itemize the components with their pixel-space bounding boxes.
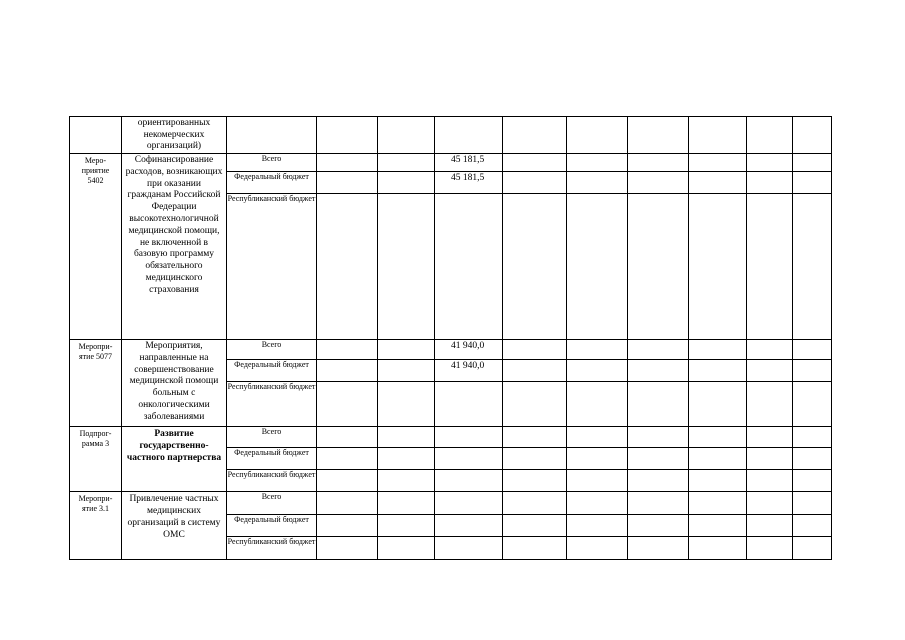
- value-cell: [793, 470, 832, 492]
- event-name-cell: [122, 117, 227, 154]
- value-cell: [317, 194, 378, 340]
- value-cell: [628, 537, 689, 560]
- code-cell: [70, 117, 122, 154]
- value-cell: [628, 117, 689, 154]
- value-cell: [567, 154, 628, 172]
- value-cell: [628, 470, 689, 492]
- value-cell: [378, 537, 435, 560]
- source-label: Всего: [227, 154, 317, 172]
- value-cell: [793, 117, 832, 154]
- value-cell: [317, 492, 378, 515]
- value-cell: [317, 470, 378, 492]
- event-code-cell: Меропри- ятие 3.1: [70, 492, 122, 560]
- value-cell: [435, 194, 503, 340]
- subprogram-name: Развитие государственно-частного партнерства: [126, 429, 222, 463]
- value-cell: [793, 448, 832, 470]
- value-cell: [747, 515, 793, 537]
- value-cell: [747, 492, 793, 515]
- value-cell: [747, 360, 793, 382]
- value-cell: [689, 194, 747, 340]
- value-cell: [747, 172, 793, 194]
- value-cell: [628, 448, 689, 470]
- value-cell: [689, 360, 747, 382]
- value-cell: [317, 172, 378, 194]
- value-cell: [378, 427, 435, 448]
- value-cell: [793, 382, 832, 427]
- table-row: [70, 117, 832, 154]
- value-cell: [503, 154, 567, 172]
- value-cell: [503, 172, 567, 194]
- value-cell: [567, 492, 628, 515]
- amount-value: 45 181,5: [435, 172, 503, 194]
- value-cell: [567, 515, 628, 537]
- value-cell: [435, 470, 503, 492]
- value-cell: [378, 340, 435, 360]
- value-cell: [378, 382, 435, 427]
- value-cell: [689, 340, 747, 360]
- value-cell: [689, 492, 747, 515]
- source-label: Республиканский бюджет: [227, 537, 317, 560]
- value-cell: [793, 537, 832, 560]
- subprogram-name-cell: [122, 427, 227, 492]
- value-cell: [503, 515, 567, 537]
- value-cell: [628, 340, 689, 360]
- value-cell: [317, 382, 378, 427]
- value-cell: [567, 194, 628, 340]
- value-cell: [567, 117, 628, 154]
- value-cell: [567, 360, 628, 382]
- value-cell: [689, 448, 747, 470]
- value-cell: [503, 194, 567, 340]
- value-cell: [378, 194, 435, 340]
- value-cell: [628, 427, 689, 448]
- value-cell: [689, 427, 747, 448]
- value-cell: [628, 360, 689, 382]
- event-name-cell: [122, 492, 227, 560]
- value-cell: [378, 360, 435, 382]
- value-cell: [567, 340, 628, 360]
- value-cell: [317, 515, 378, 537]
- value-cell: [689, 537, 747, 560]
- value-cell: [435, 117, 503, 154]
- event-name: ориентированных некомерческих организаций): [137, 118, 211, 151]
- event-name: Мероприятия, направленные на совершенствование медицинской помощи больным с онкологическими заболеваниями: [129, 341, 219, 422]
- value-cell: [793, 340, 832, 360]
- amount-value: [435, 515, 503, 537]
- value-cell: [435, 382, 503, 427]
- value-cell: [567, 427, 628, 448]
- value-cell: [317, 427, 378, 448]
- value-cell: [793, 427, 832, 448]
- value-cell: [567, 537, 628, 560]
- source-label: Федеральный бюджет: [227, 515, 317, 537]
- value-cell: [378, 154, 435, 172]
- table-row: [70, 154, 832, 172]
- value-cell: [689, 172, 747, 194]
- amount-value: [435, 492, 503, 515]
- value-cell: [793, 154, 832, 172]
- value-cell: [689, 470, 747, 492]
- table-row: [70, 492, 832, 515]
- value-cell: [793, 194, 832, 340]
- value-cell: [503, 492, 567, 515]
- value-cell: [747, 470, 793, 492]
- value-cell: [628, 172, 689, 194]
- value-cell: [793, 172, 832, 194]
- amount-value: [435, 448, 503, 470]
- value-cell: [567, 470, 628, 492]
- event-name: Софинансирование расходов, возникающих при оказании гражданам Российской Федерации высокотехнологичной медицинской помощи, не включенной в базовую программу обязательного медицинского страхования: [125, 155, 223, 295]
- table-row: [70, 340, 832, 360]
- event-code-cell: Меро- приятие 5402: [70, 154, 122, 340]
- amount-value: 45 181,5: [435, 154, 503, 172]
- source-label: Республиканский бюджет: [227, 382, 317, 427]
- value-cell: [503, 360, 567, 382]
- value-cell: [793, 515, 832, 537]
- value-cell: [567, 382, 628, 427]
- value-cell: [628, 154, 689, 172]
- value-cell: [793, 492, 832, 515]
- value-cell: [317, 117, 378, 154]
- value-cell: [317, 340, 378, 360]
- event-name: Привлечение частных медицинских организаций в систему ОМС: [127, 494, 221, 540]
- table-row: [70, 427, 832, 448]
- source-label: Федеральный бюджет: [227, 172, 317, 194]
- value-cell: [378, 172, 435, 194]
- value-cell: [317, 154, 378, 172]
- value-cell: [503, 470, 567, 492]
- source-label: Федеральный бюджет: [227, 360, 317, 382]
- value-cell: [503, 537, 567, 560]
- source-label: Республиканский бюджет: [227, 470, 317, 492]
- value-cell: [503, 117, 567, 154]
- value-cell: [628, 515, 689, 537]
- value-cell: [503, 382, 567, 427]
- event-code-cell: Меропри- ятие 5077: [70, 340, 122, 427]
- value-cell: [567, 448, 628, 470]
- value-cell: [567, 172, 628, 194]
- amount-value: 41 940,0: [435, 360, 503, 382]
- value-cell: [378, 117, 435, 154]
- value-cell: [503, 340, 567, 360]
- value-cell: [503, 427, 567, 448]
- value-cell: [435, 537, 503, 560]
- value-cell: [317, 448, 378, 470]
- value-cell: [378, 515, 435, 537]
- event-code-cell: Подпрог- рамма 3: [70, 427, 122, 492]
- source-label: Всего: [227, 492, 317, 515]
- value-cell: [378, 448, 435, 470]
- amount-value: [435, 427, 503, 448]
- value-cell: [747, 382, 793, 427]
- value-cell: [378, 492, 435, 515]
- value-cell: [747, 537, 793, 560]
- event-name-cell: [122, 154, 227, 340]
- value-cell: [747, 194, 793, 340]
- value-cell: [689, 382, 747, 427]
- value-cell: [503, 448, 567, 470]
- value-cell: [793, 360, 832, 382]
- source-label: Федеральный бюджет: [227, 448, 317, 470]
- value-cell: [378, 470, 435, 492]
- event-name-cell: [122, 340, 227, 427]
- amount-value: 41 940,0: [435, 340, 503, 360]
- budget-table: [69, 116, 832, 560]
- source-cell: [227, 117, 317, 154]
- value-cell: [689, 154, 747, 172]
- value-cell: [689, 515, 747, 537]
- source-label: Всего: [227, 427, 317, 448]
- value-cell: [628, 382, 689, 427]
- value-cell: [689, 117, 747, 154]
- value-cell: [628, 492, 689, 515]
- source-label: Республиканский бюджет: [227, 194, 317, 340]
- value-cell: [317, 360, 378, 382]
- source-label: Всего: [227, 340, 317, 360]
- value-cell: [747, 427, 793, 448]
- value-cell: [747, 154, 793, 172]
- value-cell: [747, 117, 793, 154]
- value-cell: [317, 537, 378, 560]
- value-cell: [747, 448, 793, 470]
- value-cell: [747, 340, 793, 360]
- value-cell: [628, 194, 689, 340]
